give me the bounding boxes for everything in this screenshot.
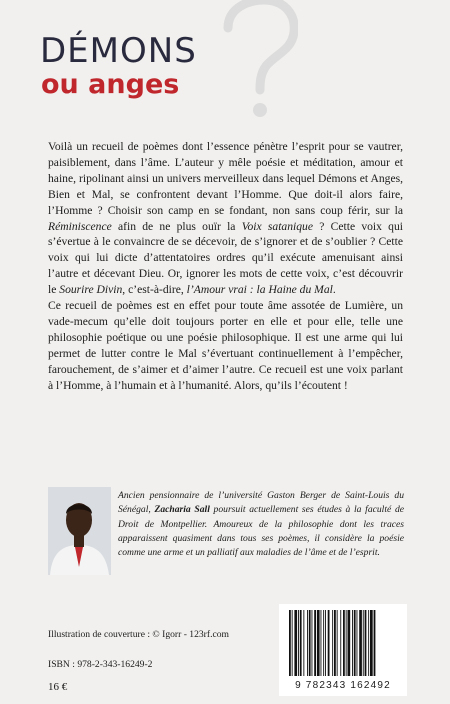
- isbn: ISBN : 978-2-343-16249-2: [48, 659, 153, 670]
- barcode: [279, 604, 407, 696]
- barcode-digits: 9 782343 162492: [295, 680, 391, 691]
- back-cover-description: [48, 139, 403, 394]
- book-title-line2: ou anges: [41, 69, 180, 100]
- description-paragraph-2: Ce recueil de poèmes est en effet pour toute âme assotée de Lumière, un vade-mecum qu’elle doit toujours porter en elle et pour elle, telle une philosophie poétique ou une poésie philosophique. Il est une arme qui lui permet de lutter contre le Mal s’évertuant continuellement à l’empêcher, farouchement, de s’aimer et d’aimer l’autre. Ce recueil est une voix parlant à l’Homme, à l’humain et à l’humanité. Alors, qu’ils l’écoutent !: [48, 299, 403, 392]
- book-title-line1: DÉMONS: [40, 31, 197, 71]
- cover-illustration-credit: Illustration de couverture : © Igorr - 123rf.com: [48, 629, 229, 640]
- description-paragraph-1: Voilà un recueil de poèmes dont l’essence pénètre l’esprit pour se vautrer, paisiblement, dans l’âme. L’auteur y mêle poésie et méditation, amour et haine, ripolinant ainsi un univers merveilleux dans lequel Démons et Anges, Bien et Mal, se confrontent devant l’Homme. Que doit-il alors faire, l’Homme ? Choisir son camp en se fondant, non sans coup férir, sur la Réminiscence afin de ne plus ouïr la Voix satanique ? Cette voix qui s’évertue à le convaincre de se décevoir, de s’ignorer et de s’oublier ? Cette voix qui lui dicte d’attentatoires ordres qu’il exécute amenuisant ainsi l’autre et décevant Dieu. Or, ignorer les mots de cette voix, c’est découvrir le Sourire Divin, c’est-à-dire, l’Amour vrai : la Haine du Mal.: [48, 140, 403, 297]
- question-mark-graphic: [218, 0, 298, 122]
- price: 16 €: [48, 681, 68, 693]
- author-bio: Ancien pensionnaire de l’université Gaston Berger de Saint-Louis du Sénégal, Zacharia Sall poursuit actuellement ses études à la faculté de Droit de Montpellier. Amoureux de la philosophie dont les traces apparaissent quasiment dans tous ses poèmes, il considère la poésie comme une arme et un palliatif aux maladies de l’âme et de l’esprit.: [118, 490, 405, 559]
- author-name: Zacharia Sall: [154, 504, 210, 516]
- author-photo: [48, 487, 111, 575]
